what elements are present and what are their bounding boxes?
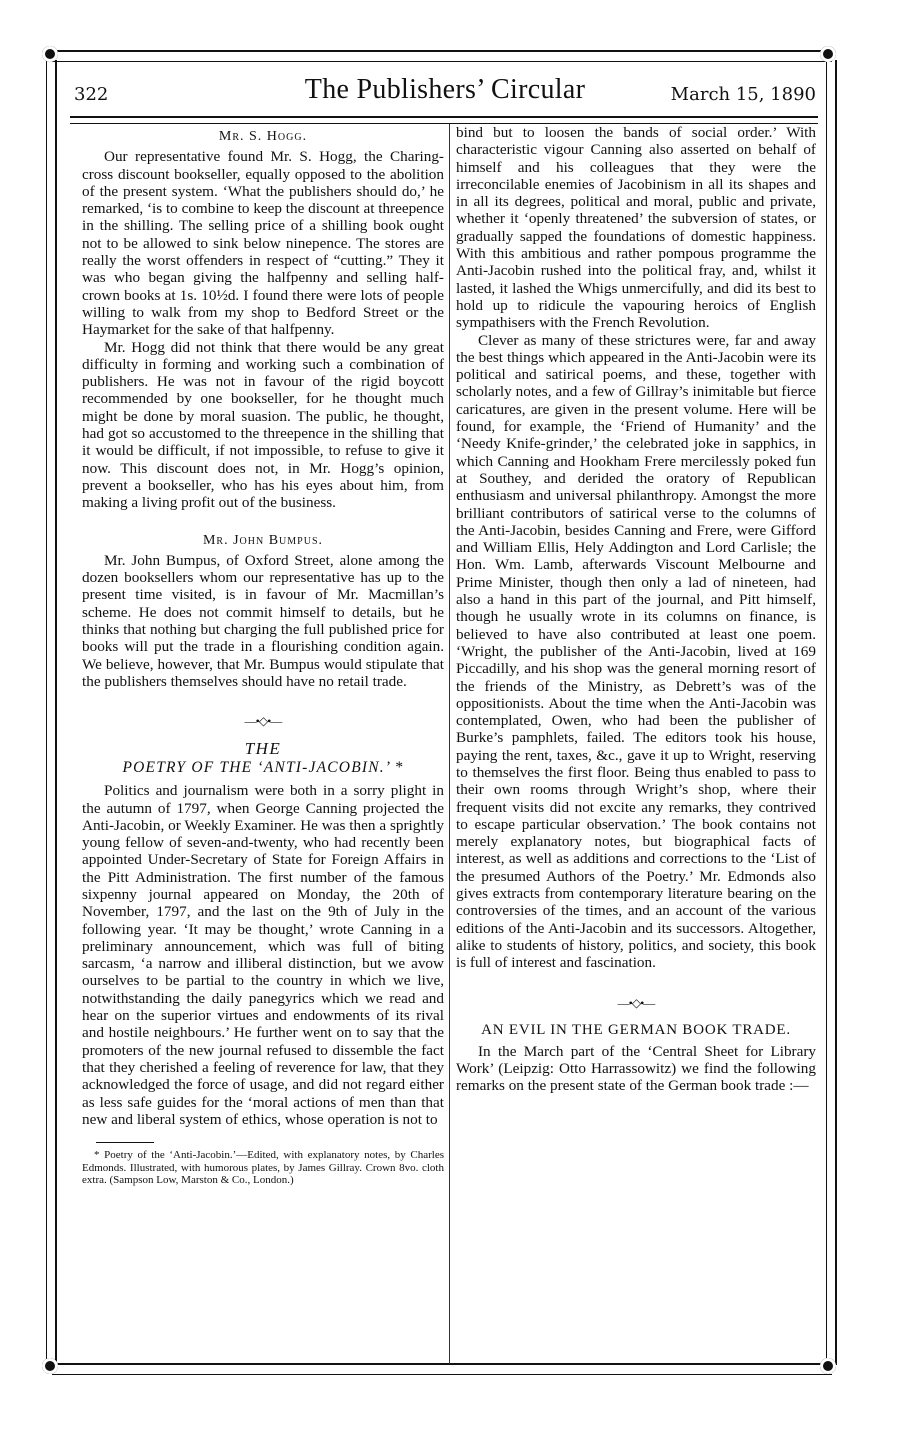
footnote: * Poetry of the ‘Anti-Jacobin.’—Edited, with explanatory notes, by Charles Edmonds. Illustrated, with humorous plates, by James Gillray. Crown 8vo. cloth extra. (Sampson Low, Marston & Co., London.) [82, 1149, 444, 1187]
ornamental-frame-left [46, 60, 57, 1365]
article-title-the: THE [244, 739, 282, 759]
paragraph: Politics and journalism were both in a sorry plight in the autumn of 1797, when George Canning projected the Anti-Jacobin, or Weekly Examiner. He was then a sprightly young fellow of seven-and-twenty, who had recently been appointed Under-Secretary of State for Foreign Affairs in the Pitt Administration. The first number of the famous sixpenny journal appeared on Monday, the 20th of November, 1797, and the last on the 9th of July in the following year. ‘It may be thought,’ wrote Canning in a preliminary announcement, which was full of biting sarcasm, ‘a narrow and illiberal distinction, but we avow ourselves to be partial to the country in which we live, notwithstanding the daily panegyrics which we read and hear on the superior virtues and endowments of its rival and hostile neighbours.’ He further went on to say that the promoters of the new journal refused to dissemble the fact that they cherished a feeling of reverence for law, that they acknowledged the force of usage, and did not regard either as less safe guides for the ‘moral actions of men than that new and liberal system of ethics, whose operation is not to [82, 782, 444, 1128]
paragraph: Clever as many of these strictures were, far and away the best things which appeared in the Anti-Jacobin were its political and satirical poems, and these, together with scholarly notes, and a few of Gillray’s inimitable but fierce caricatures, are given in the present volume. Here will be found, for example, the ‘Friend of Humanity’ and the ‘Needy Knife-grinder,’ the celebrated joke in sapphics, in which Canning and Hookham Frere mercilessly poked fun at Southey, and derided the oratory of Republican enthusiasm and universal philanthropy. Amongst the more brilliant contributors of satirical verse to the columns of the Anti-Jacobin, besides Canning and Frere, were Gifford and William Ellis, Hely Addington and Lord Carlisle; the Hon. Wm. Lamb, afterwards Viscount Melbourne and Prime Minister, though then only a lad of nineteen, had also a hand in this part of the journal, and Pitt himself, though he usually wrote in its columns on finance, is believed to have also contributed at least one poem. ‘Wright, the publisher of the Anti-Jacobin, lived at 169 Piccadilly, and his shop was the general morning resort of the friends of the Ministry, as Debrett’s was of the oppositionists. About the time when the Anti-Jacobin was contemplated, Owen, who had been the publisher of Burke’s pamphlets, failed. The editors took his house, paying the rent, taxes, &c., gave it up to Wright, reserving to themselves the first floor. Being thus enabled to pass to their own rooms through Wright’s shop, where their frequent visits did not excite any remarks, they contrived to escape particular observation.’ The book contains not merely explanatory notes, but biographical facts of interest, as well as additions and corrections to the ‘List of the presumed Authors of the Poetry.’ Mr. Edmonds also gives extracts from contemporary literature bearing on the controversies of the times, and an account of the various editions of the Anti-Jacobin and its successors. Altogether, alike to students of history, politics, and society, this book is full of interest and fascination. [456, 331, 816, 972]
ornamental-frame-bottom [52, 1363, 832, 1375]
paragraph: bind but to loosen the bands of social order.’ With characteristic vigour Canning also asserted on behalf of himself and his colleagues that they were the irreconcilable enemies of Jacobinism in all its shapes and in all its degrees, political and moral, public and private, whether it ‘openly threatened’ the subversion of states, or gradually sapped the foundations of domestic happiness. With this ambitious and rather pompous programme the Anti-Jacobin rushed into the political fray, and, whilst it lasted, it lashed the Whigs unmercifully, and did its best to hold up to ridicule the vapouring heroics of English sympathisers with the French Revolution. [456, 124, 816, 332]
right-column [456, 124, 816, 1094]
page-header [74, 74, 816, 110]
article-title-german-trade: AN EVIL IN THE GERMAN BOOK TRADE. [481, 1021, 791, 1038]
corner-ornament-icon [42, 46, 58, 62]
corner-ornament-icon [820, 46, 836, 62]
footnote-rule [96, 1142, 154, 1143]
section-divider: —•◇•— [244, 714, 282, 729]
left-column [82, 124, 444, 1187]
header-rule [70, 116, 818, 124]
paragraph: Our representative found Mr. S. Hogg, the Charing-cross discount bookseller, equally opposed to the abolition of the present system. ‘What the publishers should do,’ he remarked, ‘is to combine to keep the discount at threepence in the shilling. The selling price of a shilling book ought not to be allowed to sink below ninepence. The stores are really the worst offenders in respect of “cutting.” They it was who began giving the halfpenny and selling half-crown books at 1s. 10½d. I found there were lots of people willing to walk from my shop to Bedford Street or the Haymarket for the sake of that halfpenny. [82, 148, 444, 339]
paragraph: Mr. Hogg did not think that there would be any great difficulty in forming and working such a combination of publishers. He was not in favour of the rigid boycott recommended by one bookseller, for he thought much might be done by moral suasion. The public, he thought, had got so accustomed to the threepence in the shilling that it would be difficult, if not impossible, to refuse to give it now. This discount does not, in Mr. Hogg’s opinion, prevent a bookseller, who has his eyes about him, from making a living profit out of the business. [82, 338, 444, 512]
column-divider [449, 124, 450, 1364]
paragraph: Mr. John Bumpus, of Oxford Street, alone among the dozen booksellers whom our representative has up to the present time visited, is in favour of Mr. Macmillan’s scheme. He does not commit himself to details, but he thinks that nothing but charging the full published price for books will put the trade in a flourishing condition again. We believe, however, that Mr. Bumpus would stipulate that the publishers themselves should have no retail trade. [82, 551, 444, 690]
issue-date: March 15, 1890 [670, 84, 816, 105]
page-number: 322 [74, 84, 109, 105]
section-divider: —•◇•— [617, 995, 655, 1010]
journal-title: The Publishers’ Circular [304, 74, 586, 105]
section-heading-hogg: Mr. S. Hogg. [218, 129, 308, 144]
corner-ornament-icon [820, 1358, 836, 1374]
paragraph: In the March part of the ‘Central Sheet for Library Work’ (Leipzig: Otto Harrassowitz) we find the following remarks on the present state of the German book trade :— [456, 1042, 816, 1095]
corner-ornament-icon [42, 1358, 58, 1374]
article-title-poetry: POETRY OF THE ‘ANTI-JACOBIN.’ * [122, 759, 404, 777]
ornamental-frame-top [52, 50, 832, 62]
section-heading-bumpus: Mr. John Bumpus. [202, 532, 324, 548]
ornamental-frame-right [826, 60, 837, 1365]
